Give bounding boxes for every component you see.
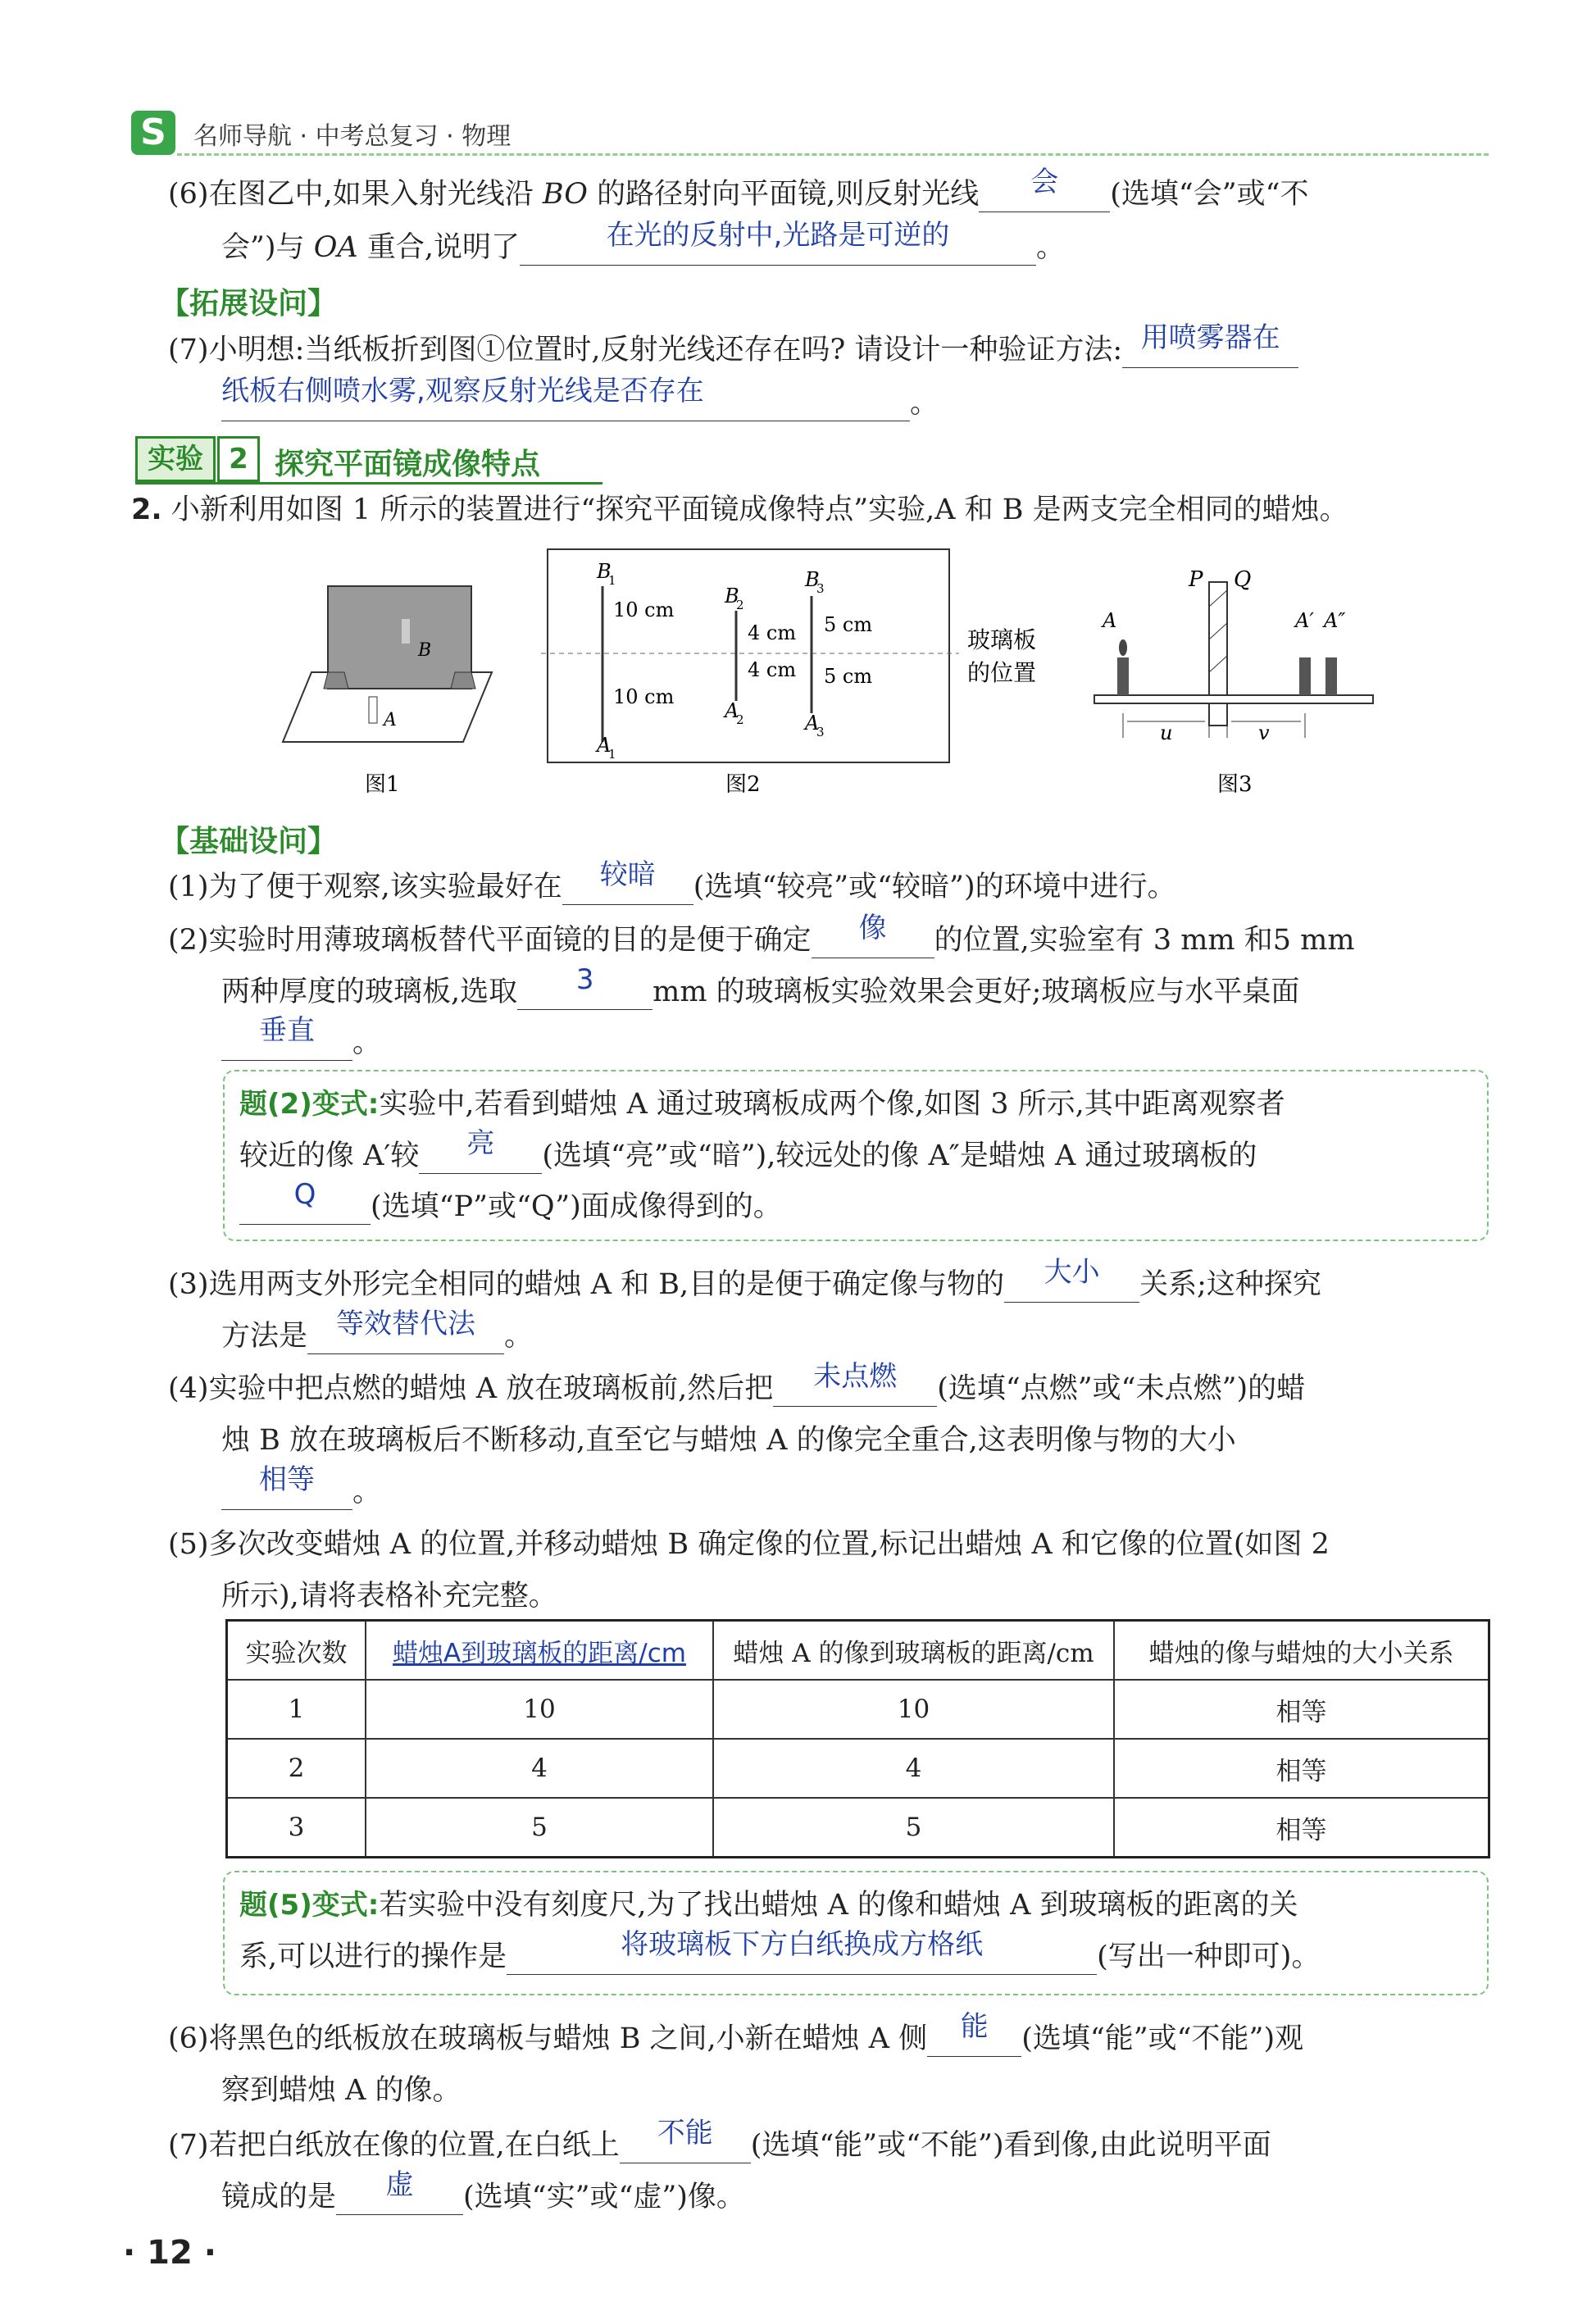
svg-text:3: 3	[816, 725, 825, 739]
q6b-line2: 察到蜡烛 A 的像。	[221, 2074, 462, 2107]
header-divider	[177, 153, 1489, 156]
q5: (5)多次改变蜡烛 A 的位置,并移动蜡烛 B 确定像的位置,标记出蜡烛 A 和它像的位置(如图 2	[168, 1528, 1330, 1561]
fig2-a2: A	[725, 699, 739, 722]
q7b: (7)若把白纸放在像的位置,在白纸上 不能 (选填“能”或“不能”)看到像,由此说明平面	[168, 2117, 1271, 2162]
experiment-banner	[135, 434, 602, 484]
fig3-a2: A″	[1324, 609, 1346, 632]
q7b-line2: 镜成的是 虚 (选填“实”或“虚”)像。	[221, 2168, 745, 2213]
answer-blank[interactable]: 纸板右侧喷水雾,观察反射光线是否存在	[221, 388, 910, 421]
table-header: 实验次数	[227, 1621, 366, 1681]
experiment-title: 探究平面镜成像特点	[275, 448, 541, 481]
svg-text:1: 1	[608, 747, 616, 762]
fig3-p: P	[1189, 567, 1203, 592]
basic-q2-line2: 两种厚度的玻璃板,选取 3 mm 的玻璃板实验效果会更好;玻璃板应与水平桌面	[221, 963, 1300, 1008]
fig3-v: v	[1258, 721, 1270, 744]
answer-blank[interactable]: 未点燃	[773, 1373, 937, 1407]
answer-blank[interactable]: 亮	[419, 1140, 542, 1174]
fig2-d5b: 5 cm	[824, 665, 873, 688]
figure-2	[541, 545, 1082, 807]
table-header: 蜡烛的像与蜡烛的大小关系	[1114, 1621, 1489, 1681]
answer-blank[interactable]: 大小	[1004, 1269, 1139, 1303]
answer-blank[interactable]: 会	[979, 179, 1110, 212]
answer-blank[interactable]: 将玻璃板下方白纸换成方格纸	[507, 1941, 1097, 1975]
figure-1	[279, 574, 500, 803]
answer-blank[interactable]: 像	[812, 925, 934, 958]
answer-blank[interactable]: 垂直	[221, 1027, 352, 1061]
q2-text: 2. 小新利用如图 1 所示的装置进行“探究平面镜成像特点”实验,A 和 B 是两支完全相同的蜡烛。	[131, 494, 1348, 526]
q4: (4)实验中把点燃的蜡烛 A 放在玻璃板前,然后把 未点燃 (选填“点燃”或“未点燃”)的蜡	[168, 1360, 1306, 1405]
variant-2-line1: 题(2)变式:实验中,若看到蜡烛 A 通过玻璃板成两个像,如图 3 所示,其中距离观察者	[239, 1088, 1285, 1121]
fig3-caption: 图3	[1217, 772, 1253, 797]
experiment-num: 2	[217, 436, 260, 482]
fig2-caption: 图2	[725, 772, 761, 797]
answer-blank[interactable]: 相等	[221, 1476, 352, 1510]
logo-icon: S	[131, 111, 175, 155]
q4-line2: 烛 B 放在玻璃板后不断移动,直至它与蜡烛 A 的像完全重合,这表明像与物的大小	[221, 1424, 1236, 1457]
fig2-b1: B	[597, 560, 612, 583]
fig2-b2: B	[725, 585, 739, 607]
experiment-label: 实验	[135, 436, 216, 482]
answer-blank[interactable]: 等效替代法	[307, 1321, 504, 1354]
page-number: · 12 ·	[123, 2234, 216, 2272]
basic-q1: (1)为了便于观察,该实验最好在 较暗 (选填“较亮”或“较暗”)的环境中进行。	[168, 858, 1176, 903]
extend-heading: 【拓展设问】	[160, 287, 338, 321]
variant-2-line2: 较近的像 A′较 亮 (选填“亮”或“暗”),较远处的像 A″是蜡烛 A 通过玻璃板的	[239, 1127, 1257, 1172]
fig1-label-b: B	[418, 640, 432, 661]
basic-q2: (2)实验时用薄玻璃板替代平面镜的目的是便于确定 像 的位置,实验室有 3 mm 和5 mm	[168, 912, 1355, 957]
fig1-label-a: A	[384, 710, 397, 730]
fig2-d5a: 5 cm	[824, 613, 873, 636]
answer-blank[interactable]: 在光的反射中,光路是可逆的	[520, 232, 1036, 266]
answer-blank[interactable]: 不能	[620, 2130, 751, 2163]
fig1-caption: 图1	[365, 772, 400, 797]
answer-blank[interactable]: 较暗	[562, 871, 693, 905]
fig3-q: Q	[1234, 567, 1252, 592]
answer-blank[interactable]: Q	[239, 1191, 371, 1225]
fig2-glass-label-1: 玻璃板	[967, 626, 1037, 653]
variant-5-line1: 题(5)变式:若实验中没有刻度尺,为了找出蜡烛 A 的像和蜡烛 A 到玻璃板的距离的关	[239, 1889, 1298, 1922]
variant-2-line3: Q (选填“P”或“Q”)面成像得到的。	[239, 1189, 782, 1225]
q3-line2: 方法是 等效替代法 。	[221, 1308, 534, 1353]
q6-line1: (6)在图乙中,如果入射光线沿 BO 的路径射向平面镜,则反射光线 会 (选填“会”或“不	[168, 166, 1309, 211]
q5-line2: 所示),请将表格补充完整。	[221, 1580, 557, 1613]
extend-q7: (7)小明想:当纸板折到图①位置时,反射光线还存在吗? 请设计一种验证方法: 用喷雾器在	[168, 332, 1298, 368]
table-row: 1 10 10 相等	[227, 1680, 1489, 1739]
basic-q2-line3: 垂直 。	[221, 1025, 381, 1061]
basic-heading: 【基础设问】	[160, 825, 338, 858]
fig2-b3: B	[805, 568, 820, 591]
table-header: 蜡烛 A 的像到玻璃板的距离/cm	[713, 1621, 1114, 1681]
fig3-u: u	[1160, 721, 1173, 744]
answer-blank[interactable]: 能	[927, 2023, 1021, 2057]
answer-blank[interactable]: 用喷雾器在	[1122, 334, 1298, 368]
svg-text:2: 2	[736, 598, 744, 612]
fig2-d4a: 4 cm	[748, 621, 797, 644]
header	[131, 111, 1492, 160]
fig3-a: A	[1103, 609, 1117, 632]
table-header-row	[227, 1621, 1489, 1681]
svg-text:1: 1	[608, 573, 616, 588]
svg-text:3: 3	[816, 581, 825, 596]
fig2-glass-label-2: 的位置	[967, 659, 1037, 686]
fig2-d10a: 10 cm	[613, 598, 675, 621]
q4-line3: 相等 。	[221, 1474, 381, 1510]
answer-blank[interactable]: 3	[517, 976, 652, 1010]
svg-text:2: 2	[736, 712, 744, 727]
q6b: (6)将黑色的纸板放在玻璃板与蜡烛 B 之间,小新在蜡烛 A 侧 能 (选填“能”或“不能”)观	[168, 2010, 1304, 2055]
header-title: 名师导航 · 中考总复习 · 物理	[193, 122, 512, 151]
fig3-a1: A′	[1295, 609, 1314, 632]
fig2-d4b: 4 cm	[748, 658, 797, 681]
fig2-a1: A	[597, 734, 612, 757]
table-row: 2 4 4 相等	[227, 1739, 1489, 1798]
extend-q7-line2: 纸板右侧喷水雾,观察反射光线是否存在 。	[221, 375, 939, 420]
fig2-d10b: 10 cm	[613, 685, 675, 708]
answer-blank[interactable]: 虚	[336, 2181, 463, 2215]
q3: (3)选用两支外形完全相同的蜡烛 A 和 B,目的是便于确定像与物的 大小 关系;这种探究	[168, 1256, 1321, 1301]
table-row: 3 5 5 相等	[227, 1798, 1489, 1858]
results-table	[225, 1619, 1490, 1858]
q6-line2: 会”)与 OA 重合,说明了 在光的反射中,光路是可逆的 。	[221, 219, 1065, 264]
variant-5-line2: 系,可以进行的操作是 将玻璃板下方白纸换成方格纸 (写出一种即可)。	[239, 1928, 1321, 1973]
fig2-a3: A	[805, 712, 820, 735]
table-header: 蜡烛A到玻璃板的距离/cm	[366, 1621, 713, 1681]
figure-3	[1086, 557, 1398, 803]
